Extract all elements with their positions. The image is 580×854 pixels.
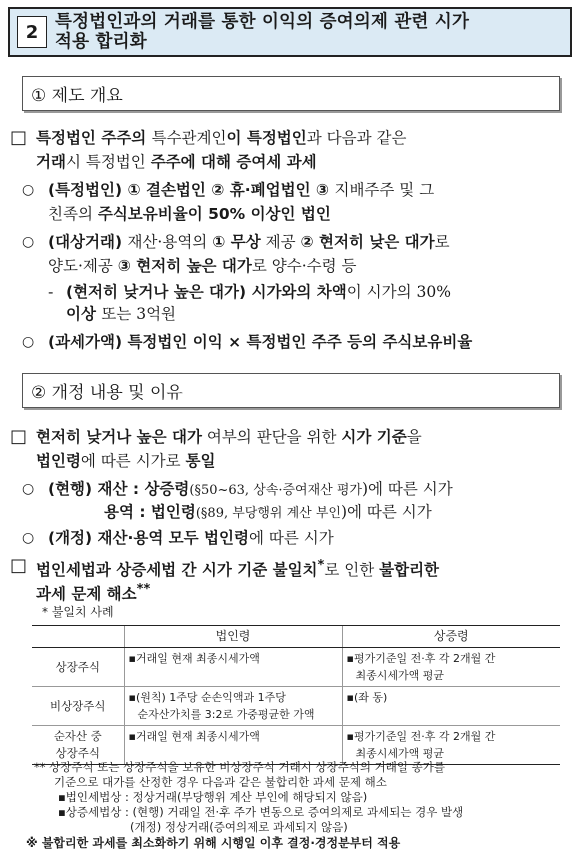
mismatch-cases-table bbox=[32, 625, 560, 765]
cell-inherit-unlisted: ▪(좌 동) bbox=[342, 687, 560, 726]
cell-inherit-listed: ▪평가기준일 전·후 각 2개월 간 최종시세가액 평균 bbox=[342, 648, 560, 687]
square-bullet-icon: □ bbox=[10, 555, 28, 576]
table-row bbox=[32, 726, 560, 765]
revision-main-line1: 현저히 낮거나 높은 대가 여부의 판단을 위한 시가 기준을 bbox=[36, 428, 422, 446]
dash-bullet-icon: - bbox=[48, 283, 54, 301]
item-target-trade-line2: 양도·제공 ③ 현저히 높은 대가로 양수·수령 등 bbox=[48, 257, 357, 275]
revision-main-line2: 법인령에 따른 시가로 통일 bbox=[36, 452, 216, 470]
note-line5: (개정) 정상거래(증여의제로 과세되지 않음) bbox=[130, 820, 348, 834]
item-target-trade-line1: (대상거래) 재산·용역의 ① 무상 제공 ② 현저히 낮은 대가로 bbox=[48, 233, 450, 251]
item-current-line1: (현행) 재산 : 상증령(§50~63, 상속·증여재산 평가)에 따른 시가 bbox=[48, 480, 453, 498]
note-line1: ** 상장주식 또는 상장주식을 보유한 비상장주식 거래시 상장주식의 거래일 종가를 bbox=[34, 760, 445, 774]
cases-caption: * 불일치 사례 bbox=[42, 605, 114, 619]
item-significant-price-line2: 이상 또는 3억원 bbox=[66, 305, 177, 323]
circle-bullet-icon: ○ bbox=[22, 334, 35, 350]
item-revised: (개정) 재산·용역 모두 법인령에 따른 시가 bbox=[48, 529, 334, 547]
table-row bbox=[32, 687, 560, 726]
item-significant-price-line1: (현저히 낮거나 높은 대가) 시가와의 차액이 시가의 30% bbox=[66, 283, 451, 301]
subsection-title-revision: ② 개정 내용 및 이유 bbox=[22, 373, 560, 408]
cell-corp-listed: ▪거래일 현재 최종시세가액 bbox=[124, 648, 342, 687]
section-title: 특정법인과의 거래를 통한 이익의 증여의제 관련 시가 적용 합리화 bbox=[55, 12, 470, 52]
circle-bullet-icon: ○ bbox=[22, 481, 35, 497]
section-number: 2 bbox=[17, 16, 47, 48]
overview-main-line2: 거래시 특정법인 주주에 대해 증여세 과세 bbox=[36, 153, 317, 171]
table-header-corp-law: 법인령 bbox=[124, 626, 342, 648]
section-header bbox=[8, 7, 572, 57]
square-bullet-icon: □ bbox=[10, 426, 28, 447]
item-taxable-amount: (과세가액) 특정법인 이익 × 특정법인 주주 등의 주식보유비율 bbox=[48, 333, 473, 351]
cell-inherit-net-asset: ▪평가기준일 전·후 각 2개월 간 최종시세가액 평균 bbox=[342, 726, 560, 765]
item-special-corp-line1: (특정법인) ① 결손법인 ② 휴·폐업법인 ③ 지배주주 및 그 bbox=[48, 181, 435, 199]
circle-bullet-icon: ○ bbox=[22, 530, 35, 546]
item-current-line2: 용역 : 법인령(§89, 부당행위 계산 부인)에 따른 시가 bbox=[104, 503, 432, 521]
square-bullet-icon: □ bbox=[10, 127, 28, 148]
table-header-inherit-law: 상증령 bbox=[342, 626, 560, 648]
table-row bbox=[32, 648, 560, 687]
revision-second-line1: 법인세법과 상증세법 간 시가 기준 불일치*로 인한 불합리한 bbox=[36, 558, 440, 580]
item-special-corp-line2: 친족의 주식보유비율이 50% 이상인 법인 bbox=[48, 205, 331, 223]
row-label-net-asset-listed: 순자산 중 상장주식 bbox=[32, 726, 124, 765]
row-label-listed: 상장주식 bbox=[32, 648, 124, 687]
circle-bullet-icon: ○ bbox=[22, 182, 35, 198]
note-line3: ▪법인세법상 : 정상거래(부당행위 계산 부인에 해당되지 않음) bbox=[58, 790, 368, 804]
row-label-unlisted: 비상장주식 bbox=[32, 687, 124, 726]
overview-main-line1: 특정법인 주주의 특수관계인이 특정법인과 다음과 같은 bbox=[36, 129, 407, 147]
cell-corp-net-asset: ▪거래일 현재 최종시세가액 bbox=[124, 726, 342, 765]
subsection-title-overview: ① 제도 개요 bbox=[22, 76, 560, 111]
table-header-row bbox=[32, 626, 560, 648]
circle-bullet-icon: ○ bbox=[22, 234, 35, 250]
cell-corp-unlisted: ▪(원칙) 1주당 순손익액과 1주당 순자산가치를 3:2로 가중평균한 가액 bbox=[124, 687, 342, 726]
note-line2: 기준으로 대가를 산정한 경우 다음과 같은 불합리한 과세 문제 해소 bbox=[54, 775, 387, 789]
final-note: ※ 불합리한 과세를 최소화하기 위해 시행일 이후 결정·경정분부터 적용 bbox=[26, 836, 401, 850]
revision-second-line2: 과세 문제 해소** bbox=[36, 582, 151, 604]
note-line4: ▪상증세법상 : (현행) 거래일 전·후 주가 변동으로 증여의제로 과세되는 경우 발생 bbox=[58, 805, 464, 819]
table-header-empty bbox=[32, 626, 124, 648]
